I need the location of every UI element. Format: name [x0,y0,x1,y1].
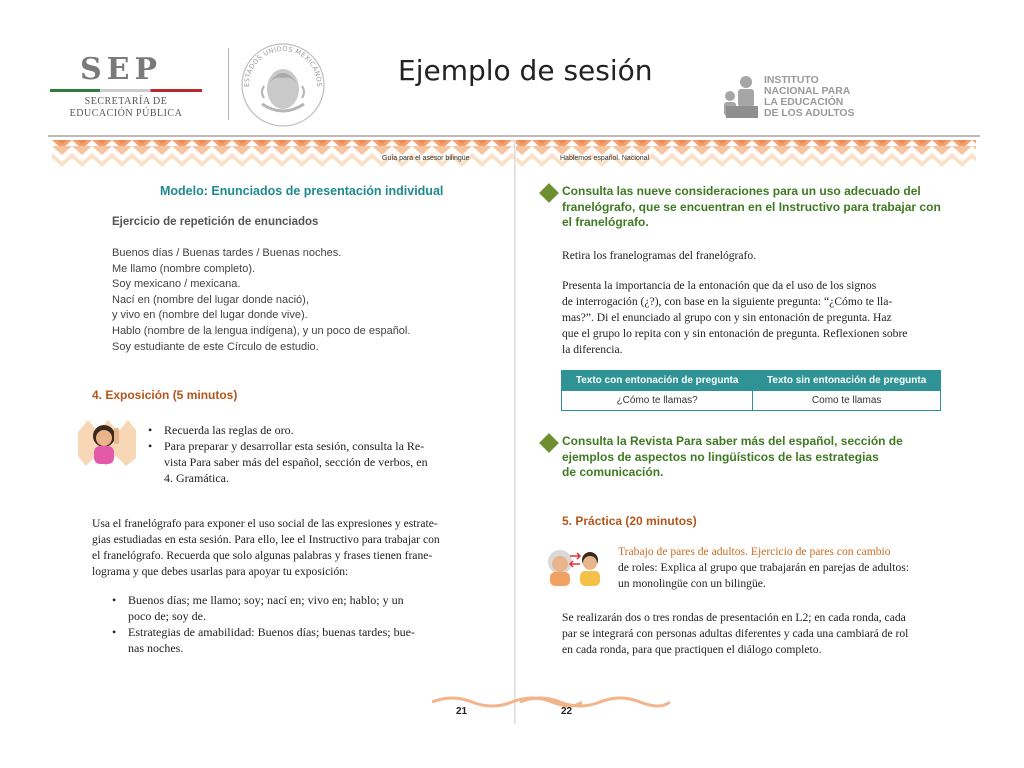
slide-header [0,0,1024,135]
paragraph-line: en cada ronda, para que practiquen el diálogo completo. [562,643,822,656]
table-header-cell: Texto con entonación de pregunta [562,371,753,391]
inea-logo [722,74,872,124]
sep-color-rule [50,89,202,92]
sentence-line: Soy estudiante de este Círculo de estudio. [112,340,319,353]
table-header-row [562,371,941,391]
inea-figures-icon [722,76,762,122]
bullet-line: • Para preparar y desarrollar esta sesión, consulta la Re- [164,439,425,453]
inea-line: DE LOS ADULTOS [764,108,855,119]
inea-text [764,75,854,119]
paragraph-line: Usa el franelógrafo para exponer el uso social de las expresiones y estrate- [92,517,438,530]
tip-line: el franelógrafo. [562,215,649,230]
franelografo-paragraph [92,516,440,580]
bullet-item [144,422,464,438]
entonacion-table [561,370,941,411]
inea-line: NACIONAL PARA [764,86,851,97]
pares-line: un monolingüe con un bilingüe. [618,577,766,590]
tip-diamond-icon [539,433,559,453]
tip-line: Consulta la Revista Para saber más del español, sección de [562,434,903,448]
bullet-line: vista Para saber más del español, sección de verbos, en [164,455,428,469]
bullet-text: Recuerda las reglas de oro. [164,423,294,437]
retira-text: Retira los franelogramas del franelógrafo. [562,249,757,262]
exercise-title: Ejercicio de repetición de enunciados [112,216,319,228]
pares-paragraph [618,544,948,592]
tip-line: franelógrafo, que se encuentran en el Instructivo para trabajar con [562,199,941,214]
sentence-line: Nací en (nombre del lugar donde nació), [112,293,309,306]
right-running-head: Hablemos español. Nacional [560,155,650,162]
pares-line: de roles: Explica al grupo que trabajarán en parejas de adultos: [618,561,910,574]
table-header-cell: Texto sin entonación de pregunta [753,371,941,391]
sentence-line: Me llamo (nombre completo). [112,262,256,275]
national-seal-icon [240,42,326,128]
paragraph-line: Se realizarán dos o tres rondas de presentación en L2; en cada ronda, cada [562,611,906,624]
bullet-item [144,438,464,486]
section-practica-heading: 5. Práctica (20 minutos) [562,514,697,528]
sentence-line: Hablo (nombre de la lengua indígena), y un poco de español. [112,324,411,337]
right-page-number: 22 [561,706,573,717]
rondas-paragraph [562,610,952,658]
list-item [108,624,468,656]
adult-pair-illustration-icon [546,542,604,586]
sep-subtitle-line2: EDUCACIÓN PÚBLICA [69,108,183,119]
list-line: • Buenos días; me llamo; soy; nací en; vivo en; hablo; y un [128,593,404,607]
paragraph-line: par se integrará con personas adultas diferentes y cada una cambiará de rol [562,627,909,640]
list-line: • Estrategias de amabilidad: Buenos días; buenas tardes; bue- [128,625,415,639]
paragraph-line: lograma y que debes usarlas para apoyar tu exposición: [92,565,349,578]
seal-text: ESTADOS UNIDOS MEXICANOS [242,44,324,88]
inea-line: LA EDUCACIÓN [764,97,844,108]
inea-line: INSTITUTO [764,75,819,86]
paragraph-line: el franelógrafo. Recuerda que solo algunas palabras y frases tienen frane- [92,549,433,562]
sentence-list [112,246,410,355]
paragraph-line: mas?”. Di el enunciado al grupo con y sin entonación de pregunta. Haz [562,311,892,324]
franelograma-list [108,592,468,656]
table-row [562,391,941,411]
pares-line: Trabajo de pares de adultos. Ejercicio de pares con cambio [618,545,891,558]
list-line: nas noches. [128,641,184,655]
tip-consulta-revista [562,434,903,481]
exposicion-bullets [144,422,464,486]
right-footer-ornament [520,694,670,708]
section-exposicion-heading: 4. Exposición (5 minutos) [92,388,238,402]
bullet-line: 4. Gramática. [164,471,229,485]
sentence-line: Soy mexicano / mexicana. [112,278,241,291]
logo-divider [228,48,229,120]
tip-diamond-icon [539,183,559,203]
sentence-line: y vivo en (nombre del lugar donde vive). [112,309,308,322]
paragraph-line: de interrogación (¿?), con base en la siguiente pregunta: “¿Cómo te lla- [562,295,893,308]
sep-logo [50,52,202,120]
slide-title: Ejemplo de sesión [398,54,653,87]
table-cell: ¿Cómo te llamas? [562,391,753,411]
page-gutter [514,140,516,724]
paragraph-line: que el grupo lo repita con y sin entonación de pregunta. Reflexionen sobre [562,327,908,340]
teacher-illustration-icon [78,412,136,466]
left-page-number: 21 [456,706,468,717]
tip-line: ejemplos de aspectos no lingüísticos de las estrategias [562,449,879,464]
list-line: poco de; soy de. [128,609,206,623]
left-running-head: Guía para el asesor bilingüe [382,155,470,162]
table-cell: Como te llamas [753,391,941,411]
header-rule [48,135,980,137]
tip-consulta-franelografo [562,184,941,231]
model-title: Modelo: Enunciados de presentación individual [160,184,444,198]
tip-line: de comunicación. [562,465,664,480]
sentence-line: Buenos días / Buenas tardes / Buenas noches. [112,247,342,259]
paragraph-line: gias estudiadas en esta sesión. Para ello, lee el Instructivo para trabajar con [92,533,440,546]
sep-subtitle-line1: SECRETARÍA DE [84,96,168,107]
list-item [108,592,468,624]
paragraph-line: la diferencia. [562,343,623,356]
sep-wordmark: SEP [79,52,163,87]
entonacion-paragraph [562,278,942,358]
book-spread [52,140,976,724]
tip-line: Consulta las nueve consideraciones para un uso adecuado del [562,184,921,198]
paragraph-line: Presenta la importancia de la entonación que da el uso de los signos [562,279,877,292]
